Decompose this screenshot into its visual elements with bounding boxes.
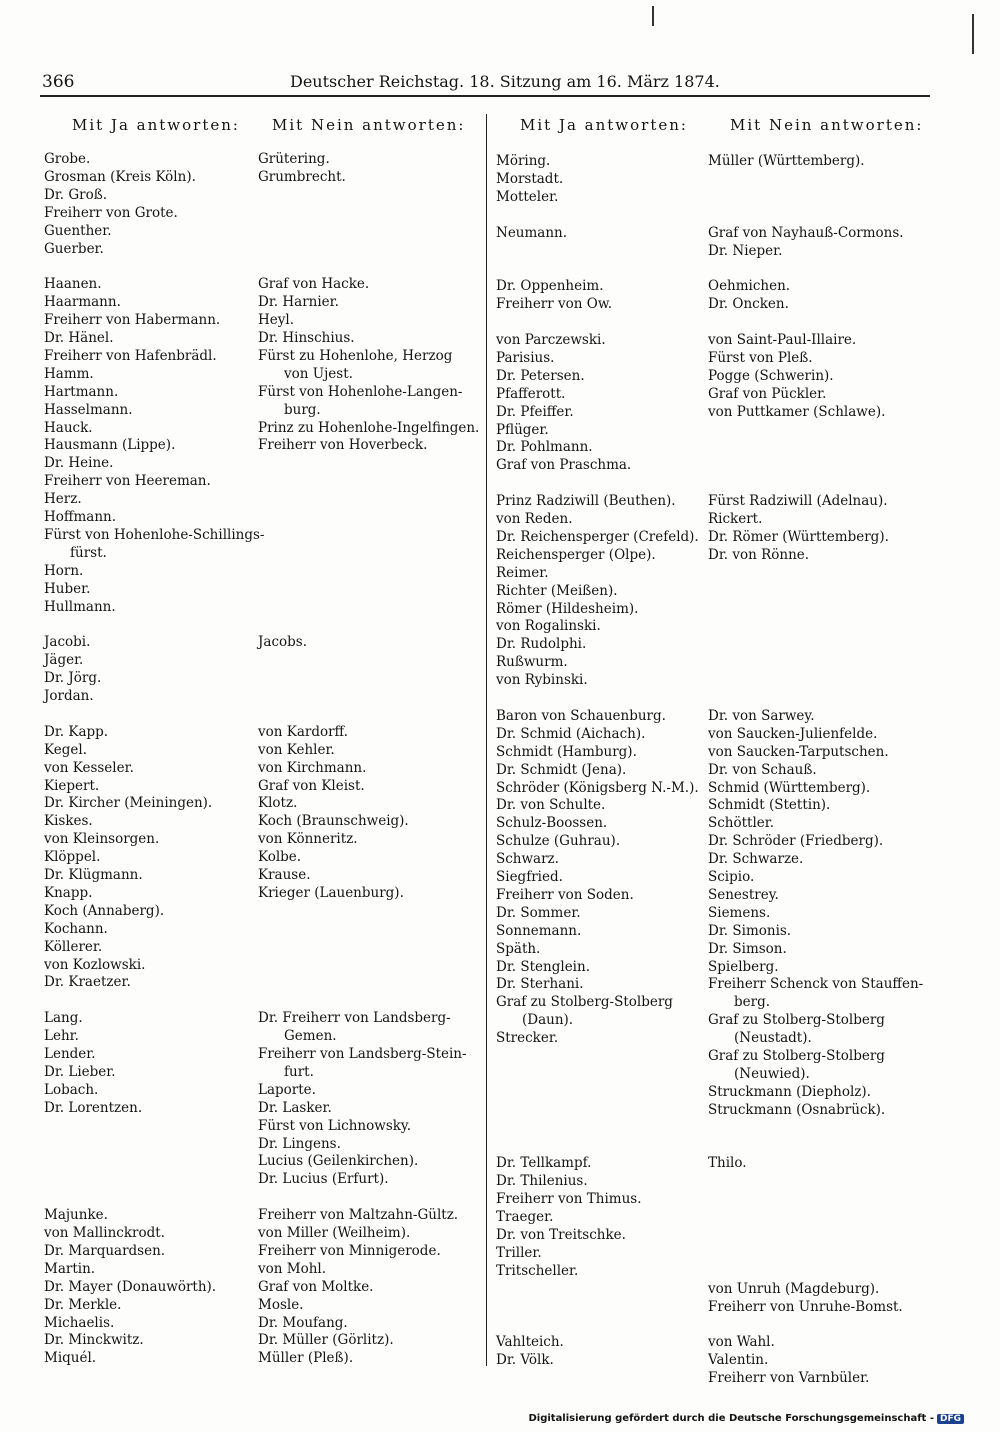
name-entry: Grumbrecht. (258, 168, 346, 185)
name-entry: Dr. Oncken. (708, 296, 789, 313)
name-entry: Hoffmann. (44, 509, 117, 525)
name-entry: Graf von Praschma. (496, 457, 632, 474)
name-entry: furt. (284, 1063, 314, 1080)
name-entry: Oehmichen. (708, 278, 791, 295)
name-entry: Fürst von Hohenlohe-Langen- (258, 383, 463, 400)
name-entry: Knapp. (44, 884, 93, 901)
name-entry: Richter (Meißen). (496, 582, 618, 599)
name-entry: von Mohl. (258, 1260, 326, 1277)
name-entry: Spielberg. (708, 958, 779, 975)
name-entry: von Saucken-Tarputschen. (708, 743, 889, 760)
name-entry: Möring. (496, 153, 551, 169)
name-entry: Graf von Moltke. (258, 1278, 374, 1295)
name-entry: Dr. Groß. (44, 186, 108, 203)
name-entry: Freiherr von Hafenbrädl. (44, 347, 217, 364)
name-entry: Dr. Kraetzer. (44, 974, 131, 991)
footer-text: Digitalisierung gefördert durch die Deutsche Forschungsgemeinschaft - (528, 1413, 934, 1424)
name-entry: Grosman (Kreis Köln). (44, 168, 196, 185)
name-entry: Dr. Merkle. (44, 1296, 122, 1313)
name-entry: Klöppel. (44, 849, 101, 866)
name-entry: von Kleinsorgen. (44, 831, 160, 848)
name-entry: Hullmann. (44, 598, 116, 615)
name-entry: (Neuwied). (734, 1065, 810, 1082)
name-entry: Michaelis. (44, 1314, 115, 1331)
name-entry: Dr. Pfeiffer. (496, 403, 574, 420)
name-entry: von Miller (Weilheim). (258, 1225, 411, 1241)
name-entry: Graf von Hacke. (258, 276, 370, 293)
name-entry: Dr. Harnier. (258, 294, 339, 311)
column-header-right-no: Mit Nein antworten: (730, 116, 924, 134)
name-entry: Koch (Braunschweig). (258, 813, 409, 830)
name-entry: Dr. Klügmann. (44, 867, 143, 883)
name-entry: Dr. Thilenius. (496, 1173, 588, 1190)
name-entry: Traeger. (496, 1209, 554, 1226)
name-entry: Dr. Reichensperger (Crefeld). (496, 528, 699, 545)
name-entry: Dr. Hinschius. (258, 330, 355, 346)
name-entry: Laporte. (258, 1081, 316, 1098)
name-entry: Klotz. (258, 795, 298, 812)
name-entry: Dr. Simonis. (708, 922, 792, 939)
name-entry: Freiherr von Varnbüler. (708, 1370, 870, 1387)
name-entry: Siemens. (708, 904, 771, 921)
name-entry: Dr. Lasker. (258, 1099, 332, 1116)
name-entry: Jacobi. (44, 634, 91, 651)
name-entry: Freiherr von Grote. (44, 204, 178, 221)
name-entry: Krieger (Lauenburg). (258, 884, 404, 901)
name-entry: von Parczewski. (496, 332, 606, 348)
name-entry: Freiherr von Unruhe-Bomst. (708, 1298, 903, 1315)
name-entry: von Saint-Paul-Illaire. (708, 332, 857, 348)
name-entry: burg. (284, 401, 321, 418)
name-entry: Hauck. (44, 419, 93, 436)
name-entry: Vahlteich. (496, 1334, 564, 1351)
name-entry: Jordan. (44, 688, 94, 704)
name-entry: Dr. Mayer (Donauwörth). (44, 1278, 217, 1295)
name-entry: Lehr. (44, 1028, 79, 1045)
name-entry: Dr. von Treitschke. (496, 1227, 626, 1243)
name-entry: Kiepert. (44, 777, 100, 794)
name-entry: Dr. Sterhani. (496, 976, 584, 993)
name-entry: Dr. Marquardsen. (44, 1242, 166, 1259)
name-entry: Huber. (44, 580, 91, 597)
name-entry: Dr. von Rönne. (708, 546, 810, 563)
column-header-right-yes: Mit Ja antworten: (520, 116, 688, 134)
name-entry: Pfafferott. (496, 385, 566, 402)
name-entry: Schulze (Guhrau). (496, 833, 621, 850)
column-header-left-yes: Mit Ja antworten: (72, 116, 240, 134)
name-entry: Dr. von Schauß. (708, 761, 817, 778)
name-entry: Schmid (Württemberg). (708, 779, 871, 796)
name-entry: Graf zu Stolberg-Stolberg (708, 1012, 885, 1029)
name-entry: Rußwurm. (496, 654, 568, 671)
name-entry: Tritscheller. (496, 1262, 579, 1279)
name-entry: Kiskes. (44, 813, 93, 830)
name-entry: Lucius (Geilenkirchen). (258, 1153, 419, 1170)
name-entry: Dr. Lingens. (258, 1135, 341, 1152)
name-entry: Pogge (Schwerin). (708, 367, 834, 384)
name-entry: Grütering. (258, 151, 330, 167)
name-entry: Dr. Stenglein. (496, 958, 590, 975)
scan-artifact (652, 6, 654, 26)
name-entry: Schwarz. (496, 851, 559, 868)
name-entry: Freiherr von Habermann. (44, 312, 221, 329)
name-entry: Parisius. (496, 349, 555, 366)
header-rule (40, 95, 930, 97)
name-entry: Graf von Pückler. (708, 385, 827, 402)
name-entry: Fürst Radziwill (Adelnau). (708, 493, 888, 510)
name-entry: Graf von Kleist. (258, 777, 365, 794)
name-entry: fürst. (70, 544, 107, 561)
name-entry: Sonnemann. (496, 922, 582, 939)
name-entry: von Kozlowski. (44, 956, 146, 973)
name-entry: Schmidt (Stettin). (708, 797, 831, 814)
name-entry: Dr. Simson. (708, 940, 787, 957)
name-entry: Guenther. (44, 222, 112, 239)
name-entry: Jäger. (44, 652, 84, 669)
name-entry: (Daun). (522, 1012, 574, 1029)
name-entry: Dr. Pohlmann. (496, 439, 593, 456)
name-entry: Dr. Lorentzen. (44, 1099, 143, 1116)
name-entry: Morstadt. (496, 170, 564, 187)
name-entry: Baron von Schauenburg. (496, 707, 666, 724)
name-entry: Hartmann. (44, 383, 119, 400)
name-entry: Prinz zu Hohenlohe-Ingelfingen. (258, 419, 480, 436)
name-entry: Dr. Oppenheim. (496, 278, 604, 295)
name-entry: Graf zu Stolberg-Stolberg (708, 1048, 885, 1064)
name-entry: Reimer. (496, 564, 549, 581)
name-entry: Valentin. (708, 1352, 769, 1369)
name-entry: Dr. Schröder (Friedberg). (708, 833, 884, 850)
name-entry: Freiherr von Minnigerode. (258, 1242, 441, 1259)
name-entry: Dr. Tellkampf. (496, 1155, 592, 1172)
name-entry: Strecker. (496, 1030, 559, 1047)
name-entry: Müller (Pleß). (258, 1350, 354, 1367)
name-entry: Freiherr von Soden. (496, 886, 634, 903)
name-entry: Dr. Minckwitz. (44, 1332, 144, 1349)
page-number: 366 (42, 72, 75, 92)
name-entry: von Mallinckrodt. (44, 1225, 165, 1241)
name-entry: von Kesseler. (44, 759, 134, 776)
name-entry: Freiherr von Thimus. (496, 1191, 642, 1208)
name-entry: Freiherr von Heereman. (44, 473, 211, 490)
name-entry: von Saucken-Julienfelde. (708, 725, 878, 742)
name-entry: Freiherr von Maltzahn-Gültz. (258, 1207, 459, 1224)
name-entry: Haanen. (44, 276, 102, 293)
name-entry: Dr. von Sarwey. (708, 707, 815, 724)
scan-artifact (972, 14, 974, 54)
column-divider (486, 114, 487, 1366)
name-entry: Kochann. (44, 920, 108, 937)
name-entry: Schmidt (Hamburg). (496, 743, 637, 760)
name-entry: Lobach. (44, 1081, 99, 1098)
name-entry: Senestrey. (708, 886, 779, 903)
name-entry: Krause. (258, 867, 311, 883)
name-entry: Dr. Schmidt (Jena). (496, 761, 627, 778)
name-entry: Reichensperger (Olpe). (496, 546, 656, 563)
name-entry: Hasselmann. (44, 401, 133, 418)
name-entry: Dr. Nieper. (708, 242, 783, 259)
name-entry: Struckmann (Diepholz). (708, 1083, 871, 1100)
name-entry: Horn. (44, 562, 84, 579)
name-entry: Rickert. (708, 511, 763, 527)
name-entry: Römer (Hildesheim). (496, 600, 639, 617)
name-entry: von Rogalinski. (496, 618, 601, 635)
name-entry: Müller (Württemberg). (708, 153, 865, 169)
name-entry: Koch (Annaberg). (44, 902, 165, 919)
name-entry: (Neustadt). (734, 1030, 812, 1047)
name-entry: Schöttler. (708, 815, 775, 832)
name-entry: Fürst von Lichnowsky. (258, 1117, 412, 1134)
name-entry: von Puttkamer (Schlawe). (708, 403, 886, 420)
name-entry: Herz. (44, 491, 82, 508)
name-entry: Dr. Römer (Württemberg). (708, 528, 889, 545)
name-entry: Hamm. (44, 365, 94, 382)
name-entry: Späth. (496, 940, 541, 957)
name-entry: Hausmann (Lippe). (44, 437, 176, 454)
name-entry: Dr. Lieber. (44, 1063, 116, 1080)
name-entry: Kolbe. (258, 849, 302, 866)
name-entry: Thilo. (708, 1155, 747, 1172)
name-entry: Struckmann (Osnabrück). (708, 1101, 886, 1118)
name-entry: Scipio. (708, 869, 755, 885)
name-entry: von Reden. (496, 511, 573, 527)
name-entry: Fürst von Pleß. (708, 349, 813, 366)
name-entry: Fürst von Hohenlohe-Schillings- (44, 526, 265, 543)
name-entry: von Wahl. (708, 1334, 775, 1351)
name-entry: Prinz Radziwill (Beuthen). (496, 493, 676, 510)
name-entry: Fürst zu Hohenlohe, Herzog (258, 347, 453, 364)
name-entry: Freiherr von Hoverbeck. (258, 437, 428, 454)
name-entry: Guerber. (44, 240, 104, 257)
name-entry: Dr. Schmid (Aichach). (496, 725, 646, 742)
footer-credit (528, 1413, 964, 1424)
name-entry: Freiherr Schenck von Stauffen- (708, 976, 924, 993)
name-entry: Dr. Petersen. (496, 367, 585, 384)
name-entry: Grobe. (44, 151, 91, 167)
name-entry: Heyl. (258, 312, 294, 329)
name-entry: Motteler. (496, 188, 559, 205)
dfg-logo: DFG (937, 1414, 964, 1424)
name-entry: Pflüger. (496, 421, 549, 438)
name-entry: Köllerer. (44, 938, 103, 955)
name-entry: Dr. von Schulte. (496, 797, 606, 814)
name-entry: Lang. (44, 1010, 83, 1027)
name-entry: von Kardorff. (258, 723, 348, 740)
name-entry: Siegfried. (496, 869, 563, 885)
name-entry: von Rybinski. (496, 672, 588, 689)
column-header-left-no: Mit Nein antworten: (272, 116, 466, 134)
name-entry: Miquél. (44, 1350, 97, 1367)
name-entry: Freiherr von Ow. (496, 296, 613, 313)
name-entry: Lender. (44, 1046, 96, 1062)
name-entry: Martin. (44, 1260, 96, 1277)
name-entry: Mosle. (258, 1296, 304, 1313)
name-entry: Dr. Heine. (44, 455, 114, 472)
name-entry: Dr. Sommer. (496, 904, 581, 921)
name-entry: Dr. Freiherr von Landsberg- (258, 1010, 451, 1027)
name-entry: Dr. Schwarze. (708, 851, 804, 868)
name-entry: von Ujest. (284, 365, 353, 382)
name-entry: Triller. (496, 1244, 542, 1261)
name-entry: Dr. Lucius (Erfurt). (258, 1171, 389, 1188)
page-title: Deutscher Reichstag. 18. Sitzung am 16. März 1874. (290, 72, 720, 91)
name-entry: Jacobs. (258, 634, 308, 651)
name-entry: Neumann. (496, 224, 568, 241)
name-entry: Dr. Moufang. (258, 1314, 348, 1331)
name-entry: Dr. Kapp. (44, 723, 109, 740)
name-entry: Dr. Hänel. (44, 330, 114, 346)
name-entry: berg. (734, 994, 771, 1011)
name-entry: von Unruh (Magdeburg). (708, 1280, 880, 1297)
name-entry: Majunke. (44, 1207, 108, 1224)
name-entry: Freiherr von Landsberg-Stein- (258, 1046, 467, 1062)
name-entry: Dr. Kircher (Meiningen). (44, 795, 213, 812)
name-entry: Kegel. (44, 741, 87, 758)
name-entry: Dr. Völk. (496, 1352, 554, 1369)
name-entry: von Kehler. (258, 741, 335, 758)
name-entry: Dr. Jörg. (44, 670, 102, 687)
name-entry: von Könneritz. (258, 831, 358, 848)
name-entry: Dr. Rudolphi. (496, 636, 587, 653)
name-entry: Graf von Nayhauß-Cormons. (708, 224, 904, 241)
name-entry: Schulz-Boossen. (496, 815, 608, 832)
name-entry: Schröder (Königsberg N.-M.). (496, 779, 699, 796)
name-entry: Graf zu Stolberg-Stolberg (496, 994, 673, 1011)
name-entry: Dr. Müller (Görlitz). (258, 1332, 394, 1349)
name-entry: Gemen. (284, 1028, 337, 1045)
name-entry: Haarmann. (44, 294, 121, 311)
name-entry: von Kirchmann. (258, 759, 367, 776)
